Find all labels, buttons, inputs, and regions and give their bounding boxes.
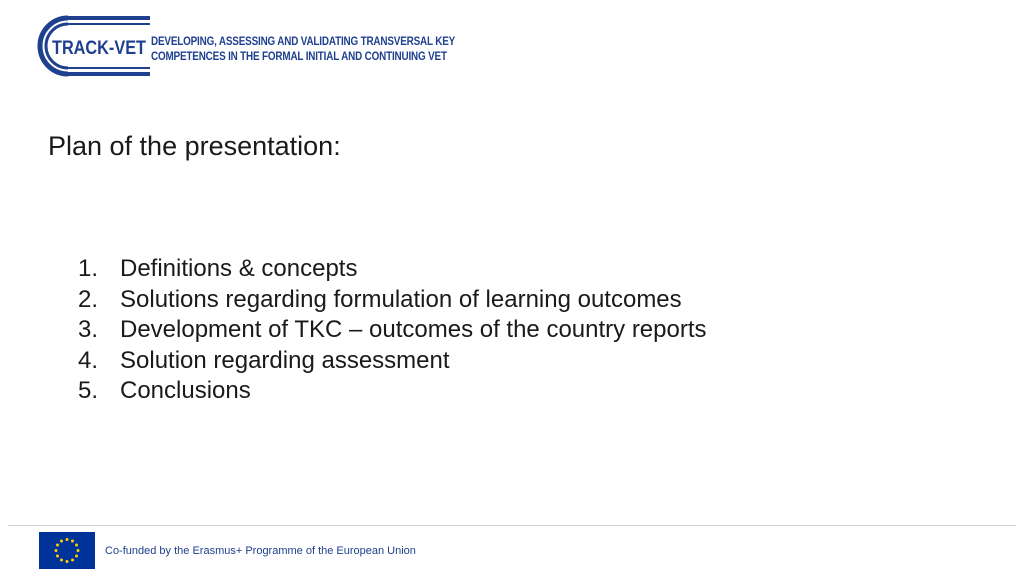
agenda-item: [78, 254, 707, 285]
agenda-item-label: Solutions regarding formulation of learning outcomes: [120, 285, 682, 313]
agenda-item-number: 5.: [78, 377, 99, 404]
eu-star: [71, 559, 74, 562]
agenda-item: [78, 315, 707, 346]
agenda-item-label: Definitions & concepts: [120, 255, 358, 282]
eu-star: [77, 549, 80, 552]
eu-star: [66, 560, 69, 563]
agenda-item-number: 1.: [78, 255, 99, 282]
agenda-list: [78, 254, 707, 407]
eu-star: [60, 539, 63, 542]
agenda-item-number: 2.: [78, 285, 99, 313]
eu-star: [66, 538, 69, 541]
project-tagline: [151, 35, 455, 65]
eu-star: [71, 539, 74, 542]
tagline-line-1: DEVELOPING, ASSESSING AND VALIDATING TRANSVERSAL KEY: [151, 36, 456, 48]
footer-divider: [8, 525, 1016, 526]
agenda-item-number: 4.: [78, 346, 99, 374]
agenda-item: [78, 346, 707, 377]
eu-star: [56, 544, 59, 547]
eu-star: [56, 555, 59, 558]
agenda-item-label: Development of TKC – outcomes of the country reports: [120, 316, 707, 343]
eu-star: [75, 555, 78, 558]
agenda-item-label: Conclusions: [120, 377, 251, 404]
funding-statement: Co-funded by the Erasmus+ Programme of the European Union: [105, 545, 416, 557]
agenda-item: [78, 376, 707, 407]
agenda-item-number: 3.: [78, 316, 99, 343]
eu-star: [60, 559, 63, 562]
eu-star: [75, 544, 78, 547]
tagline-line-2: COMPETENCES IN THE FORMAL INITIAL AND CONTINUING VET: [151, 51, 447, 63]
agenda-item: [78, 285, 707, 316]
eu-flag-icon: [39, 532, 95, 569]
agenda-item-label: Solution regarding assessment: [120, 346, 450, 374]
track-vet-logo: [28, 14, 163, 78]
svg-text:TRACK-VET: TRACK-VET: [52, 38, 147, 59]
eu-star: [55, 549, 58, 552]
slide-title: Plan of the presentation:: [48, 131, 341, 161]
